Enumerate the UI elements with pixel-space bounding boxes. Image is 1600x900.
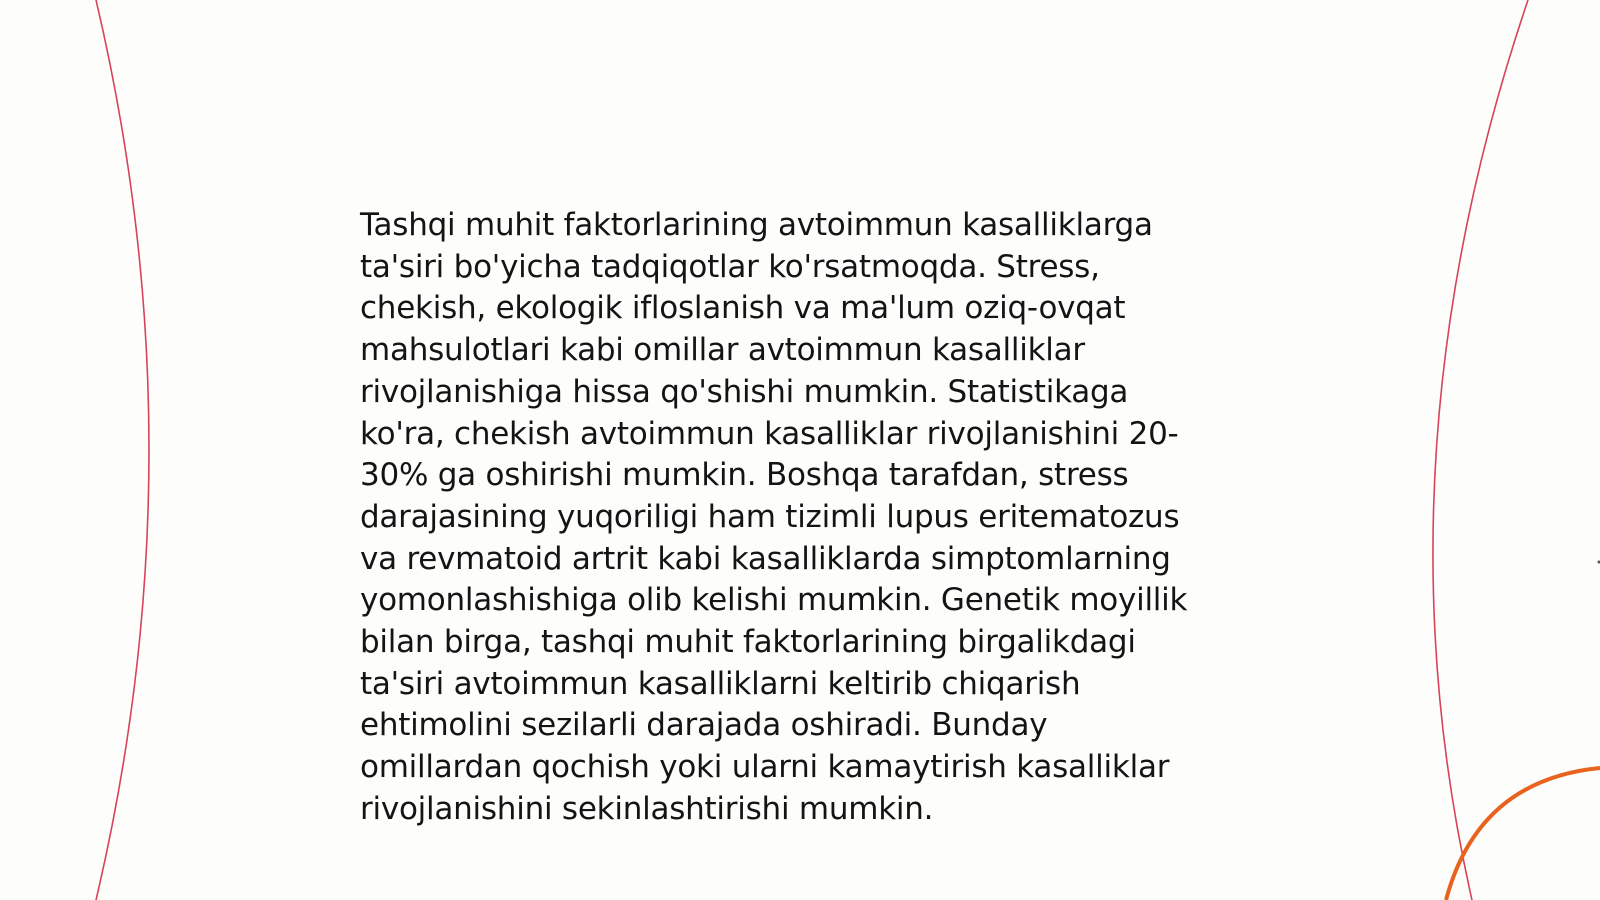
body-line: mahsulotlari kabi omillar avtoimmun kasalliklar [360,332,1085,369]
right-curve-line [1433,0,1528,900]
body-line: rivojlanishiga hissa qo'shishi mumkin. Statistikaga [360,373,1129,410]
bottom-right-arc [1446,768,1600,900]
body-paragraph [360,205,1250,831]
body-line: omillardan qochish yoki ularni kamaytirish kasalliklar [360,749,1170,786]
body-line: va revmatoid artrit kabi kasalliklarda simptomlarning [360,540,1171,577]
left-curve-line [96,0,149,900]
body-line: ko'ra, chekish avtoimmun kasalliklar rivojlanishini 20- [360,415,1179,452]
body-line: bilan birga, tashqi muhit faktorlarining birgalikdagi [360,624,1136,661]
body-line: Tashqi muhit faktorlarining avtoimmun kasalliklarga [360,207,1153,243]
body-line: ta'siri bo'yicha tadqiqotlar ko'rsatmoqda. Stress, [360,248,1100,285]
body-line: rivojlanishini sekinlashtirishi mumkin. [360,790,934,827]
body-line: yomonlashishiga olib kelishi mumkin. Genetik moyillik [360,582,1188,619]
body-line: darajasining yuqoriligi ham tizimli lupus eritematozus [360,498,1180,535]
body-line: ehtimolini sezilarli darajada oshiradi. Bunday [360,707,1048,744]
body-line: ta'siri avtoimmun kasalliklarni keltirib chiqarish [360,665,1081,702]
body-line: 30% ga oshirishi mumkin. Boshqa tarafdan, stress [360,457,1129,494]
body-line: chekish, ekologik ifloslanish va ma'lum oziq-ovqat [360,290,1126,327]
